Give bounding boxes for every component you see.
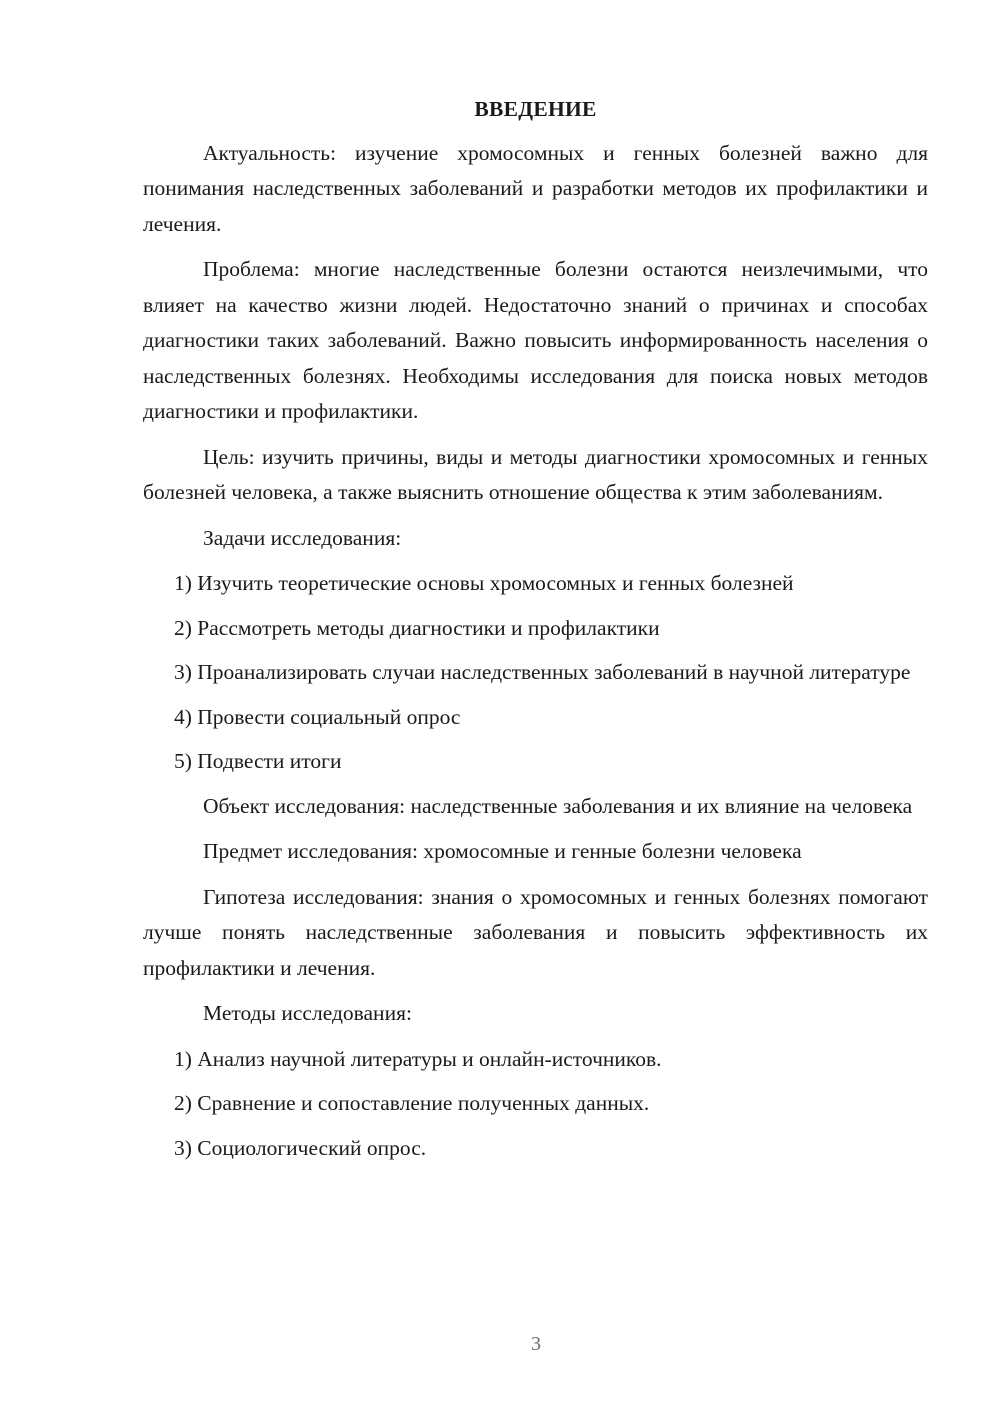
- document-page: [143, 92, 928, 1175]
- task-item-2: 2) Рассмотреть методы диагностики и профилактики: [174, 615, 660, 640]
- task-item-5: 5) Подвести итоги: [174, 749, 342, 773]
- task-item-4: 4) Провести социальный опрос: [174, 704, 461, 729]
- hypothesis-paragraph: Гипотеза исследования: знания о хромосомных и генных болезнях помогают лучше понять наследственные заболевания и повысить эффективность их профилактики и лечения.: [143, 884, 928, 980]
- page-number: 3: [531, 1333, 541, 1355]
- problem-paragraph: Проблема: многие наследственные болезни остаются неизлечимыми, что влияет на качество жизни людей. Недостаточно знаний о причинах и способах диагностики таких заболеваний. Важно повысить информированность населения о наследственных болезнях. Необходимы исследования для поиска новых методов диагностики и профилактики.: [143, 257, 928, 423]
- methods-heading: Методы исследования:: [203, 1001, 412, 1025]
- relevance-paragraph: Актуальность: изучение хромосомных и генных болезней важно для понимания наследственных заболеваний и разработки методов их профилактики и лечения.: [143, 140, 928, 236]
- document-title: ВВЕДЕНИЕ: [474, 97, 597, 121]
- task-item-3: 3) Проанализировать случаи наследственных заболеваний в научной литературе: [174, 660, 911, 684]
- method-item-1: 1) Анализ научной литературы и онлайн-источников.: [174, 1046, 662, 1071]
- goal-paragraph: Цель: изучить причины, виды и методы диагностики хромосомных и генных болезней человека, а также выяснить отношение общества к этим заболеваниям.: [143, 444, 928, 504]
- task-item-1: 1) Изучить теоретические основы хромосомных и генных болезней: [174, 571, 794, 595]
- method-item-2: 2) Сравнение и сопоставление полученных данных.: [174, 1091, 650, 1115]
- subject-paragraph: Предмет исследования: хромосомные и генные болезни человека: [203, 839, 802, 863]
- method-item-3: 3) Социологический опрос.: [174, 1135, 427, 1160]
- object-paragraph: Объект исследования: наследственные заболевания и их влияние на человека: [203, 793, 913, 818]
- tasks-heading: Задачи исследования:: [203, 525, 402, 550]
